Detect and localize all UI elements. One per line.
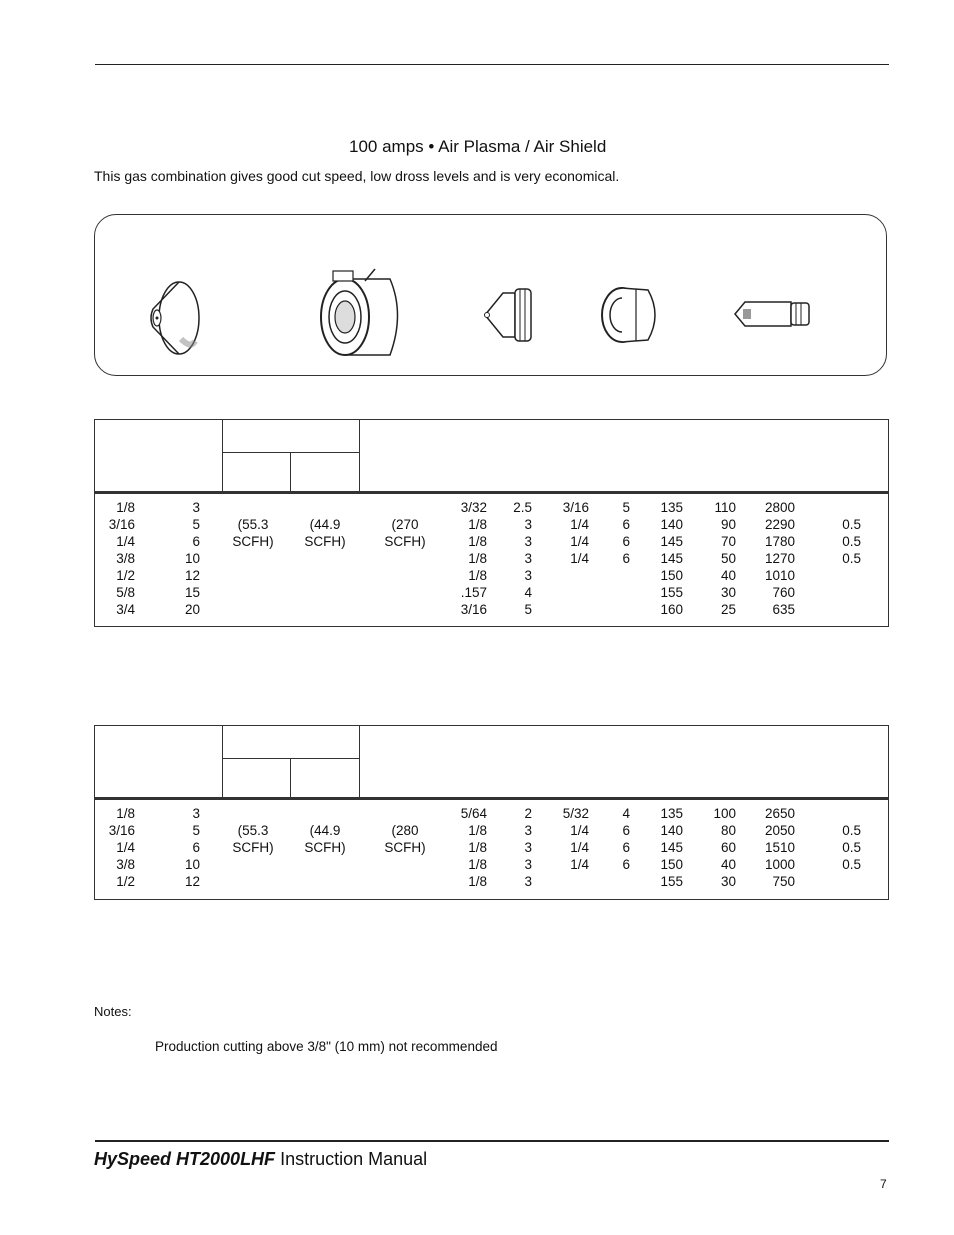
table-cell: 2800 [764,500,795,515]
table-cell: 145 [660,551,683,566]
table-cell: 4 [524,585,532,600]
table-cell: 25 [720,602,736,617]
table-cell: 1510 [764,840,795,855]
table-cell: 3 [524,568,532,583]
nozzle-icon [475,285,537,345]
page-number: 7 [880,1177,887,1191]
note-item: Production cutting above 3/8" (10 mm) not recommended [155,1039,498,1054]
table-cell: 150 [660,857,683,872]
table-cell: 145 [660,840,683,855]
table-cell: 0.5 [842,534,861,549]
table-cell: 1/4 [570,517,589,532]
swirl-ring-icon [598,285,664,345]
electrode-icon [731,297,813,331]
cut-chart-table-2 [94,725,889,900]
table-cell: 0.5 [842,840,861,855]
table-cell: 30 [720,585,736,600]
table-cell: 90 [720,517,736,532]
table-cell: 160 [660,602,683,617]
table-cell: 3 [524,874,532,889]
table-cell: 0.5 [842,857,861,872]
shield-flow: (44.9 SCFH) [304,823,346,855]
table-cell: 80 [720,823,736,838]
table-cell: 1270 [764,551,795,566]
table-cell: 1/8 [468,568,487,583]
table-cell: 0.5 [842,551,861,566]
table-cell: 150 [660,568,683,583]
table-cell: 1780 [764,534,795,549]
gauge-column: 3 5 6 10 12 [184,806,200,889]
table-cell: 2 [524,806,532,821]
table-cell: 5 [622,500,630,515]
table-cell: 6 [622,823,630,838]
table-cell: 140 [660,823,683,838]
total-flow: (280 SCFH) [384,823,426,855]
table-2-rows [95,805,888,895]
footer-rule [95,1140,889,1142]
table-cell: .157 [460,585,487,600]
table-1-rows [95,499,888,629]
table-cell: 60 [720,840,736,855]
table-cell: 50 [720,551,736,566]
table-cell: 155 [660,585,683,600]
table-cell: 140 [660,517,683,532]
table-cell: 760 [772,585,795,600]
total-flow: (270 SCFH) [384,517,426,549]
table-cell: 3 [524,840,532,855]
table-cell: 1/8 [468,874,487,889]
footer-manual-label: Instruction Manual [275,1149,428,1169]
notes-label: Notes: [94,1004,132,1019]
table-cell: 750 [772,874,795,889]
table-cell: 4 [622,806,630,821]
table-cell: 3 [524,823,532,838]
table-cell: 1/4 [570,551,589,566]
cut-chart-table-1 [94,419,889,627]
table-cell: 6 [622,551,630,566]
table-cell: 2.5 [513,500,532,515]
gauge-column: 3 5 6 10 12 15 20 [184,500,200,617]
table-cell: 110 [714,500,736,515]
table-cell: 155 [660,874,683,889]
thickness-column: 1/8 3/16 1/4 3/8 1/2 5/8 3/4 [108,500,135,617]
table-cell: 70 [720,534,736,549]
table-cell: 1/8 [468,840,487,855]
table-cell: 6 [622,857,630,872]
table-cell: 3 [524,857,532,872]
consumables-illustration [94,214,887,376]
section-title: 100 amps • Air Plasma / Air Shield [349,137,607,156]
table-cell: 2290 [764,517,795,532]
table-cell: 1/8 [468,534,487,549]
table-cell: 0.5 [842,517,861,532]
table-cell: 6 [622,534,630,549]
table-cell: 3 [524,551,532,566]
table-cell: 145 [660,534,683,549]
table-cell: 1/4 [570,823,589,838]
table-cell: 3/16 [460,602,487,617]
header-rule [95,64,889,65]
table-cell: 135 [660,500,683,515]
table-cell: 3 [524,534,532,549]
retaining-cap-icon [295,267,410,362]
table-cell: 135 [660,806,683,821]
table-cell: 3/16 [562,500,589,515]
table-cell: 635 [772,602,795,617]
table-cell: 2650 [764,806,795,821]
thickness-column: 1/8 3/16 1/4 3/8 1/2 [108,806,135,889]
table-cell: 1/4 [570,534,589,549]
table-cell: 6 [622,840,630,855]
shield-flow: (44.9 SCFH) [304,517,346,549]
plasma-flow: (55.3 SCFH) [232,517,274,549]
table-cell: 100 [713,806,736,821]
table-cell: 1/8 [468,517,487,532]
shield-icon [141,279,203,357]
table-cell: 3 [524,517,532,532]
table-cell: 1/8 [468,551,487,566]
table-cell: 5/64 [460,806,487,821]
table-cell: 1/4 [570,857,589,872]
table-cell: 1010 [764,568,795,583]
section-description: This gas combination gives good cut speed, low dross levels and is very economical. [94,168,620,184]
table-cell: 40 [720,568,736,583]
table-cell: 1000 [764,857,795,872]
table-cell: 5 [524,602,532,617]
table-cell: 1/4 [570,840,589,855]
table-cell: 30 [720,874,736,889]
table-cell: 6 [622,517,630,532]
plasma-flow: (55.3 SCFH) [232,823,274,855]
footer-title [94,1149,427,1170]
footer-brand: HySpeed HT2000LHF [94,1149,276,1169]
table-cell: 0.5 [842,823,861,838]
table-cell: 40 [720,857,736,872]
table-cell: 5/32 [562,806,589,821]
table-cell: 3/32 [460,500,487,515]
table-cell: 2050 [764,823,795,838]
table-cell: 1/8 [468,857,487,872]
table-cell: 1/8 [468,823,487,838]
